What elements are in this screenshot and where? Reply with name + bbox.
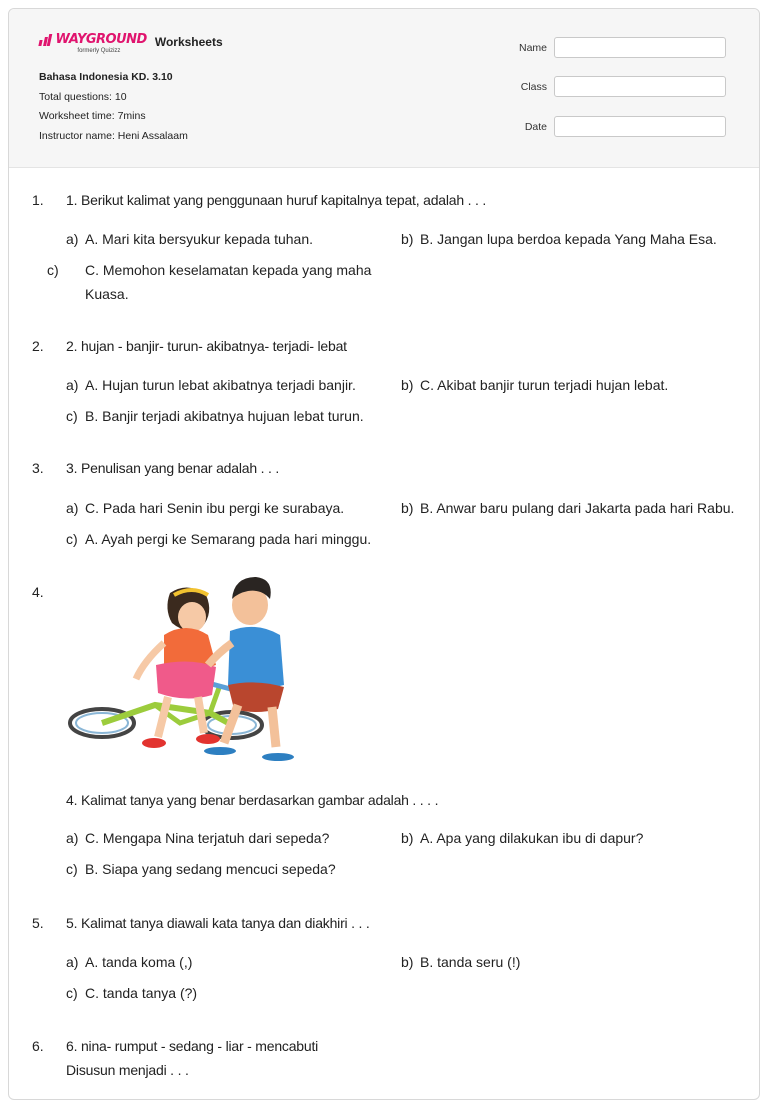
name-field[interactable] — [554, 37, 726, 58]
question-text: 2. hujan - banjir- turun- akibatnya- terjadi- lebat — [66, 338, 347, 354]
question-illustration — [60, 573, 310, 773]
total-questions: Total questions: 10 — [39, 90, 127, 103]
question-number: 1. — [32, 192, 44, 208]
class-label: Class — [520, 81, 547, 93]
question-text-continued: Disusun menjadi . . . — [66, 1062, 189, 1078]
question-number: 5. — [32, 915, 44, 931]
question-text: 3. Penulisan yang benar adalah . . . — [66, 460, 280, 476]
question-text: 1. Berikut kalimat yang penggunaan huruf kapitalnya tepat, adalah . . . — [66, 192, 487, 208]
question-number: 3. — [32, 460, 44, 476]
question-text: 4. Kalimat tanya yang benar berdasarkan gambar adalah . . . . — [66, 792, 439, 808]
logo-wordmark: WAYGROUND — [55, 32, 147, 47]
question-text: 5. Kalimat tanya diawali kata tanya dan diakhiri . . . — [66, 915, 370, 931]
class-field[interactable] — [554, 76, 726, 97]
answer-option: c) C. tanda tanya (?) — [66, 985, 198, 1001]
question-number: 6. — [32, 1038, 44, 1054]
question-text: 6. nina- rumput - sedang - liar - mencabuti — [66, 1038, 319, 1054]
worksheet — [8, 8, 760, 1100]
answer-option: b) C. Akibat banjir turun terjadi hujan lebat. — [401, 377, 669, 393]
answer-option: b) B. tanda seru (!) — [401, 954, 521, 970]
answer-option: a) C. Mengapa Nina terjatuh dari sepeda? — [66, 830, 330, 846]
answer-option: c) B. Siapa yang sedang mencuci sepeda? — [66, 861, 336, 877]
answer-option: b) B. Anwar baru pulang dari Jakarta pada hari Rabu. — [401, 500, 735, 516]
worksheet-title: Bahasa Indonesia KD. 3.10 — [39, 71, 173, 83]
answer-option: a) C. Pada hari Senin ibu pergi ke surabaya. — [66, 500, 345, 516]
answer-option: c) C. Memohon keselamatan kepada yang maha Kuasa. — [47, 262, 372, 302]
worksheet-meta — [39, 71, 188, 149]
answer-option: a) A. tanda koma (,) — [66, 954, 193, 970]
answer-option: c) A. Ayah pergi ke Semarang pada hari minggu. — [66, 531, 372, 547]
worksheet-time: Worksheet time: 7mins — [39, 110, 146, 122]
name-label: Name — [518, 42, 547, 54]
app-title: Worksheets — [154, 35, 223, 49]
date-field[interactable] — [554, 116, 726, 137]
answer-option: c) B. Banjir terjadi akibatnya hujuan lebat turun. — [66, 408, 364, 424]
question-number: 2. — [32, 338, 44, 354]
answer-option: b) B. Jangan lupa berdoa kepada Yang Maha Esa. — [401, 231, 717, 247]
logo-tagline: formerly Quizizz — [77, 48, 121, 54]
date-label: Date — [524, 121, 547, 133]
boy-drawing — [204, 577, 294, 761]
brand-logo — [39, 33, 223, 54]
answer-option: b) A. Apa yang dilakukan ibu di dapur? — [401, 830, 644, 846]
worksheet-header — [9, 9, 759, 168]
answer-option: a) A. Mari kita bersyukur kepada tuhan. — [66, 231, 314, 247]
question-number: 4. — [32, 584, 44, 600]
instructor-name: Instructor name: Heni Assalaam — [39, 129, 188, 142]
logo-bars-icon — [39, 34, 53, 46]
answer-option: a) A. Hujan turun lebat akibatnya terjadi banjir. — [66, 377, 356, 393]
